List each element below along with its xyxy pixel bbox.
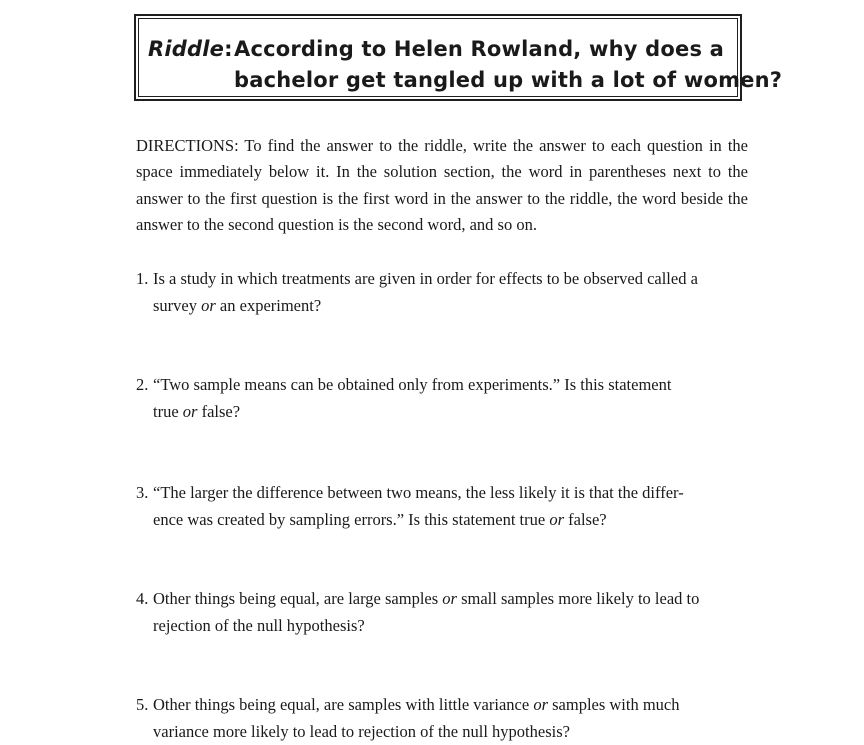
question-text (153, 372, 752, 425)
directions-paragraph: DIRECTIONS: To find the answer to the riddle, write the answer to each question in the space immediately below it. In the solution section, the word in parentheses next to the answer to the first question is the first word in the answer to the riddle, the word beside the answer to the second question is the second word, and so on. (136, 133, 748, 238)
question-2 (136, 372, 752, 425)
question-4 (136, 586, 752, 639)
question-line-1: Other things being equal, are samples with little variance or samples with much (153, 692, 752, 719)
question-1 (136, 266, 752, 319)
question-number: 3. (136, 480, 148, 507)
question-line-2: true or false? (153, 399, 752, 426)
riddle-box (134, 14, 742, 101)
riddle-question-line-2: bachelor get tangled up with a lot of women? (234, 65, 782, 96)
question-text (153, 586, 752, 639)
question-number: 1. (136, 266, 148, 293)
riddle-label: Riddle: (148, 34, 233, 65)
riddle-box-inner (138, 18, 738, 97)
question-text (153, 266, 752, 319)
question-number: 2. (136, 372, 148, 399)
question-text (153, 692, 752, 745)
question-line-1: Other things being equal, are large samples or small samples more likely to lead to (153, 586, 752, 613)
question-line-1: “Two sample means can be obtained only from experiments.” Is this statement (153, 372, 752, 399)
question-line-2: rejection of the null hypothesis? (153, 613, 752, 640)
question-number: 4. (136, 586, 148, 613)
question-number: 5. (136, 692, 148, 719)
question-line-1: Is a study in which treatments are given in order for effects to be observed called a (153, 266, 752, 293)
question-5 (136, 692, 752, 745)
riddle-question-line-1: According to Helen Rowland, why does a (234, 34, 724, 65)
question-line-1: “The larger the difference between two means, the less likely it is that the differ- (153, 480, 752, 507)
question-line-2: ence was created by sampling errors.” Is this statement true or false? (153, 507, 752, 534)
question-3 (136, 480, 752, 533)
question-text (153, 480, 752, 533)
question-line-2: survey or an experiment? (153, 293, 752, 320)
question-line-2: variance more likely to lead to rejection of the null hypothesis? (153, 719, 752, 745)
